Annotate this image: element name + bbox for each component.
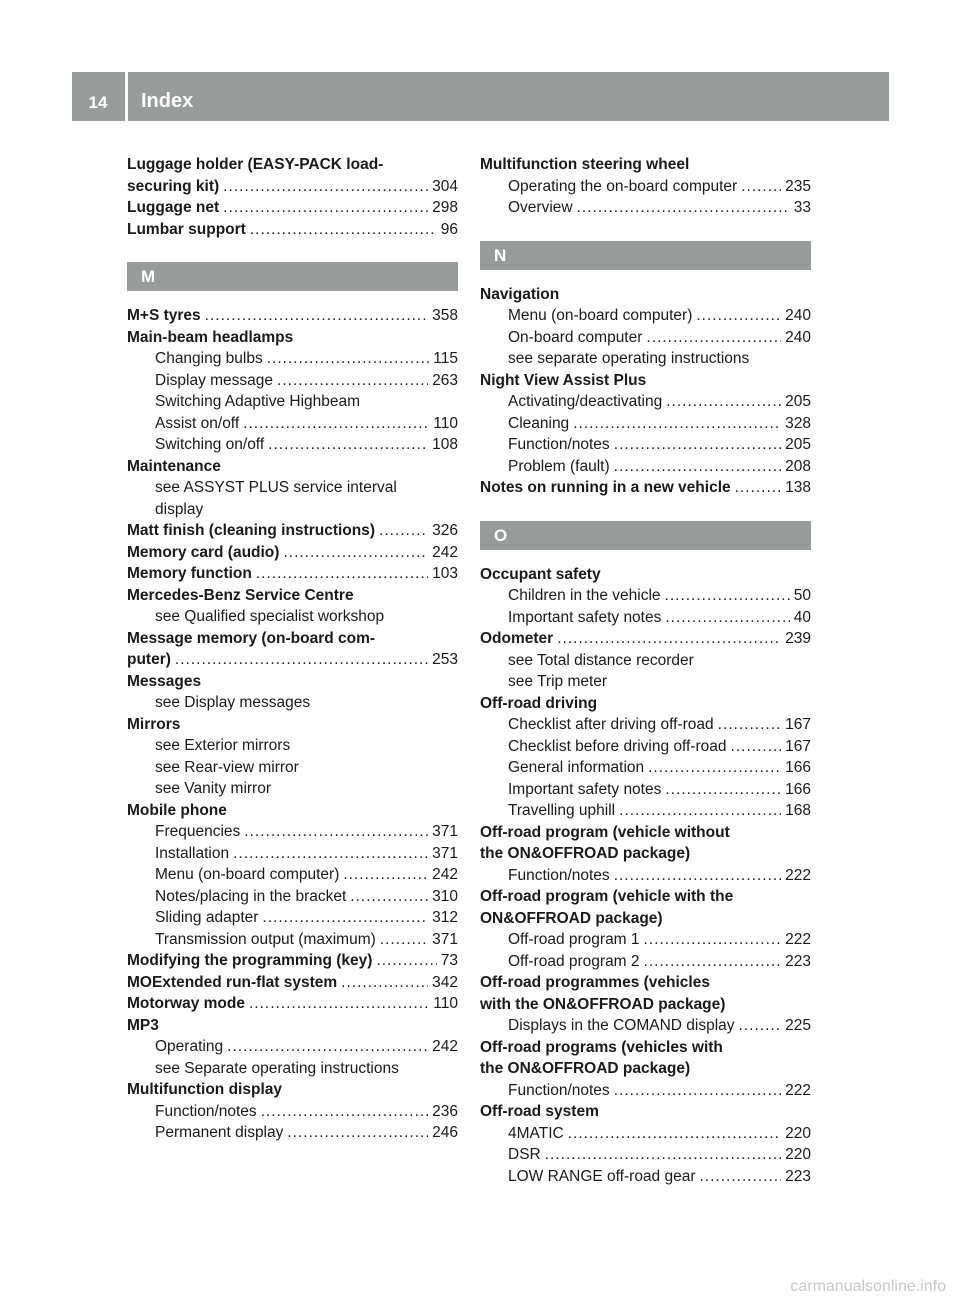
index-entry [480,564,811,586]
index-subentry[interactable] [480,779,811,801]
index-entry [480,370,811,392]
dot-leader [718,714,782,736]
entry-text: Frequencies [155,823,241,840]
dot-leader [614,865,781,887]
entry-text: DSR [508,1146,541,1163]
index-subentry[interactable] [480,607,811,629]
page-reference[interactable]: 253 [432,651,458,668]
dot-leader [287,1122,428,1144]
page-reference[interactable]: 371 [432,930,458,948]
index-subentry[interactable] [127,434,458,456]
page-reference[interactable]: 208 [785,457,811,475]
entry-text: Display message [155,371,274,389]
index-entry[interactable] [127,520,458,542]
entry-text: Children in the vehicle [508,587,661,604]
entry-text: Off-road driving [480,694,598,712]
entry-text: Lumbar support [127,220,246,238]
entry-text: Occupant safety [480,565,601,583]
index-entry [127,671,458,693]
index-subentry[interactable] [480,456,811,478]
page-reference[interactable]: 223 [785,1167,811,1185]
page-reference[interactable]: 40 [793,608,811,626]
page-reference[interactable]: 205 [785,436,811,453]
page-reference[interactable]: 166 [785,780,811,798]
dot-leader [223,176,428,198]
index-subentry [480,671,811,693]
entry-text: Changing bulbs [155,350,263,367]
page-reference[interactable]: 342 [432,973,458,991]
page-reference[interactable]: 240 [785,328,811,346]
index-subentry [127,735,458,757]
dot-leader [175,649,428,671]
dot-leader [227,1036,428,1058]
index-subentry[interactable] [480,197,811,219]
page-reference[interactable]: 328 [785,414,811,432]
entry-text: see Separate operating instructions [155,1059,399,1077]
dot-leader [380,929,428,951]
section-heading: O [480,521,811,550]
entry-text: Function/notes [508,866,610,884]
page-reference[interactable]: 263 [432,371,458,389]
page-reference[interactable]: 205 [785,393,811,410]
page-reference[interactable]: 371 [432,844,458,862]
dot-leader [256,563,428,585]
dot-leader [739,1015,782,1037]
entry-text: see Exterior mirrors [155,737,291,754]
index-subentry[interactable] [480,1123,811,1145]
entry-text: see Total distance recorder [508,651,694,669]
index-subentry [127,757,458,779]
page-reference[interactable]: 358 [432,307,458,324]
index-entry [480,1058,811,1080]
index-subentry[interactable] [480,305,811,327]
page-reference[interactable]: 298 [432,199,458,216]
index-subentry[interactable] [127,864,458,886]
index-entry [480,154,811,176]
dot-leader [379,520,428,542]
entry-text: Off-road program (vehicle without [480,823,730,841]
entry-text: puter) [127,651,171,668]
dot-leader [614,1080,781,1102]
index-entry [127,714,458,736]
index-subentry[interactable] [480,1166,811,1188]
index-subentry[interactable] [127,1101,458,1123]
dot-leader [665,779,781,801]
index-entry [127,585,458,607]
dot-leader [665,607,789,629]
entry-text: see ASSYST PLUS service interval [155,479,397,496]
entry-text: Operating the on-board computer [508,177,738,195]
entry-text: see Rear-view mirror [155,758,299,776]
entry-text: Multifunction steering wheel [480,156,690,173]
entry-text: Mercedes-Benz Service Centre [127,586,354,604]
entry-text: Motorway mode [127,995,245,1012]
index-subentry[interactable] [480,800,811,822]
watermark: carmanualsonline.info [790,1278,946,1295]
entry-text: Off-road program 1 [508,931,640,948]
entry-text: see Trip meter [508,673,608,690]
page-reference[interactable]: 103 [432,565,458,582]
entry-text: Navigation [480,285,560,303]
page-reference[interactable]: 371 [432,823,458,840]
page-reference[interactable]: 96 [440,220,458,238]
entry-text: Function/notes [508,436,610,453]
index-subentry[interactable] [480,413,811,435]
entry-text: MP3 [127,1016,159,1034]
section-heading: N [480,241,811,270]
index-subentry[interactable] [127,370,458,392]
page-reference[interactable]: 220 [785,1124,811,1142]
index-entry [480,843,811,865]
index-entry[interactable] [480,628,811,650]
entry-text: Switching Adaptive Highbeam [155,393,361,410]
dot-leader [646,327,781,349]
dot-leader [233,843,428,865]
entry-text: see separate operating instructions [508,350,750,367]
dot-leader [696,305,781,327]
index-subentry[interactable] [480,1144,811,1166]
entry-text: Memory function [127,565,252,582]
index-subentry[interactable] [127,1122,458,1144]
page-reference[interactable]: 167 [785,716,811,733]
dot-leader [614,456,781,478]
index-entry[interactable] [127,563,458,585]
dot-leader [619,800,781,822]
index-entry [480,693,811,715]
header-bar [72,72,889,121]
dot-leader [261,1101,428,1123]
index-subentry[interactable] [127,821,458,843]
index-entry [127,1079,458,1101]
index-entry[interactable] [127,542,458,564]
index-entry [127,154,458,176]
index-entry [127,456,458,478]
index-entry[interactable] [127,993,458,1015]
page-reference[interactable]: 73 [440,952,458,969]
entry-text: Message memory (on-board com- [127,629,376,647]
dot-leader [731,736,782,758]
index-subentry[interactable] [480,327,811,349]
page-reference[interactable]: 239 [785,630,811,647]
entry-text: Assist on/off [155,414,240,432]
index-subentry[interactable] [127,413,458,435]
dot-leader [644,929,782,951]
index-subentry[interactable] [127,1036,458,1058]
index-entry[interactable] [480,477,811,499]
entry-text: Memory card (audio) [127,543,280,561]
page-reference[interactable]: 138 [785,479,811,496]
dot-leader [267,348,430,370]
entry-text: Sliding adapter [155,909,259,926]
dot-leader [735,477,782,499]
dot-leader [545,1144,781,1166]
entry-text: Mobile phone [127,801,227,819]
page-reference[interactable]: 223 [785,952,811,970]
dot-leader [644,951,782,973]
entry-text: On-board computer [508,328,643,346]
entry-text: Night View Assist Plus [480,371,647,389]
index-subentry[interactable] [480,176,811,198]
dot-leader [577,197,790,219]
index-entry[interactable] [127,197,458,219]
section-heading: M [127,262,458,291]
page-reference[interactable]: 246 [432,1124,458,1141]
dot-leader [244,821,428,843]
index-entry [480,822,811,844]
entry-text: Operating [155,1038,224,1055]
entry-text: LOW RANGE off-road gear [508,1167,696,1185]
page-reference[interactable]: 222 [785,1081,811,1099]
entry-text: Off-road program (vehicle with the [480,888,734,905]
dot-leader [283,542,428,564]
dot-leader [666,391,781,413]
index-subentry[interactable] [480,434,811,456]
index-entry[interactable] [127,972,458,994]
index-subentry [127,1058,458,1080]
entry-text: the ON&OFFROAD package) [480,1060,691,1077]
index-entry[interactable] [127,176,458,198]
index-subentry[interactable] [127,929,458,951]
index-entry [480,972,811,994]
index-subentry [127,606,458,628]
entry-text: Mirrors [127,715,181,733]
entry-text: M+S tyres [127,307,201,324]
entry-text: Displays in the COMAND display [508,1017,735,1034]
page-reference[interactable]: 240 [785,307,811,324]
index-entry[interactable] [127,950,458,972]
entry-text: see Display messages [155,694,311,711]
entry-text: Off-road program 2 [508,952,640,970]
entry-text: Off-road programs (vehicles with [480,1038,723,1056]
entry-text: Notes on running in a new vehicle [480,479,731,496]
page-reference[interactable]: 115 [433,350,458,367]
index-subentry [127,692,458,714]
entry-text: Messages [127,672,202,690]
dot-leader [223,197,428,219]
page-reference[interactable]: 168 [785,802,811,819]
index-subentry[interactable] [127,843,458,865]
page-reference[interactable]: 304 [432,177,458,195]
index-entry [480,1101,811,1123]
page-reference[interactable]: 222 [785,866,811,884]
index-entry [127,327,458,349]
entry-text: Important safety notes [508,608,662,626]
entry-text: Important safety notes [508,780,662,798]
entry-text: Matt finish (cleaning instructions) [127,522,376,539]
entry-text: Modifying the programming (key) [127,952,373,969]
page-reference[interactable]: 310 [432,887,458,905]
entry-text: ON&OFFROAD package) [480,909,663,927]
page-reference[interactable]: 110 [433,995,458,1012]
entry-text: MOExtended run-flat system [127,973,338,991]
index-entry [480,886,811,908]
index-subentry[interactable] [480,929,811,951]
page-reference[interactable]: 242 [432,543,458,561]
index-subentry[interactable] [480,391,811,413]
index-entry [127,800,458,822]
page-reference[interactable]: 110 [433,414,458,432]
entry-text: see Qualified specialist workshop [155,608,385,625]
index-column-right [480,154,811,1187]
page-reference[interactable]: 108 [432,436,458,453]
entry-text: Notes/placing in the bracket [155,887,347,905]
page-reference[interactable]: 312 [432,909,458,926]
index-entry[interactable] [127,305,458,327]
entry-text: Off-road programmes (vehicles [480,974,710,991]
index-subentry[interactable] [127,907,458,929]
entry-text: Checklist before driving off-road [508,737,727,755]
index-entry[interactable] [127,219,458,241]
entry-text: securing kit) [127,177,220,195]
header-divider [125,72,128,121]
page-reference[interactable]: 242 [432,1038,458,1055]
dot-leader [350,886,428,908]
dot-leader [557,628,781,650]
dot-leader [341,972,428,994]
entry-text: Off-road system [480,1103,599,1120]
dot-leader [262,907,428,929]
entry-text: Menu (on-board computer) [508,307,693,324]
index-subentry[interactable] [480,1015,811,1037]
page-reference[interactable]: 236 [432,1102,458,1120]
entry-text: Travelling uphill [508,802,616,819]
index-subentry [127,477,458,499]
index-subentry [480,348,811,370]
entry-text: Menu (on-board computer) [155,866,340,883]
entry-text: Odometer [480,630,554,647]
page-reference[interactable]: 326 [432,522,458,539]
index-subentry[interactable] [480,865,811,887]
page-reference[interactable]: 33 [793,199,811,216]
index-subentry [480,650,811,672]
page-reference[interactable]: 235 [785,177,811,195]
entry-text: see Vanity mirror [155,780,271,797]
index-subentry [127,778,458,800]
index-entry [127,1015,458,1037]
index-subentry[interactable] [480,585,811,607]
dot-leader [343,864,428,886]
entry-text: Luggage net [127,199,220,216]
index-subentry[interactable] [480,951,811,973]
dot-leader [205,305,428,327]
page-reference[interactable]: 167 [785,737,811,755]
entry-text: Cleaning [508,414,570,432]
entry-text: Maintenance [127,457,221,475]
index-subentry [127,499,458,521]
entry-text: Main-beam headlamps [127,328,294,346]
entry-text: Activating/deactivating [508,393,663,410]
page-reference[interactable]: 220 [785,1146,811,1163]
dot-leader [573,413,781,435]
entry-text: General information [508,759,645,776]
index-subentry[interactable] [480,1080,811,1102]
index-subentry[interactable] [480,757,811,779]
dot-leader [250,219,437,241]
entry-text: display [155,500,204,518]
entry-text: 4MATIC [508,1124,564,1142]
entry-text: Installation [155,844,230,862]
entry-text: Permanent display [155,1124,284,1141]
entry-text: Multifunction display [127,1081,282,1098]
page-reference[interactable]: 242 [432,866,458,883]
entry-text: Function/notes [155,1102,257,1120]
index-subentry[interactable] [480,714,811,736]
index-subentry[interactable] [127,886,458,908]
dot-leader [243,413,429,435]
index-entry [480,284,811,306]
dot-leader [277,370,428,392]
index-entry [480,994,811,1016]
entry-text: Overview [508,199,573,216]
index-column-left [127,154,458,1144]
entry-text: Function/notes [508,1081,610,1099]
entry-text: Transmission output (maximum) [155,930,376,948]
index-entry[interactable] [127,649,458,671]
index-subentry[interactable] [127,348,458,370]
dot-leader [700,1166,782,1188]
dot-leader [268,434,428,456]
page-title: Index [141,90,194,112]
page-number: 14 [88,93,108,112]
index-subentry [127,391,458,413]
dot-leader [376,950,436,972]
page-reference[interactable]: 50 [793,587,811,604]
index-subentry[interactable] [480,736,811,758]
dot-leader [568,1123,781,1145]
entry-text: Problem (fault) [508,457,610,475]
index-entry [480,1037,811,1059]
entry-text: Luggage holder (EASY-PACK load- [127,156,384,173]
entry-text: the ON&OFFROAD package) [480,845,691,862]
page-reference[interactable]: 166 [785,759,811,776]
page-reference[interactable]: 225 [785,1017,811,1034]
dot-leader [648,757,781,779]
dot-leader [741,176,781,198]
page-reference[interactable]: 222 [785,931,811,948]
entry-text: with the ON&OFFROAD package) [480,995,726,1013]
entry-text: Switching on/off [155,436,265,453]
index-entry [480,908,811,930]
dot-leader [249,993,429,1015]
dot-leader [665,585,790,607]
entry-text: Checklist after driving off-road [508,716,714,733]
dot-leader [614,434,781,456]
index-entry [127,628,458,650]
